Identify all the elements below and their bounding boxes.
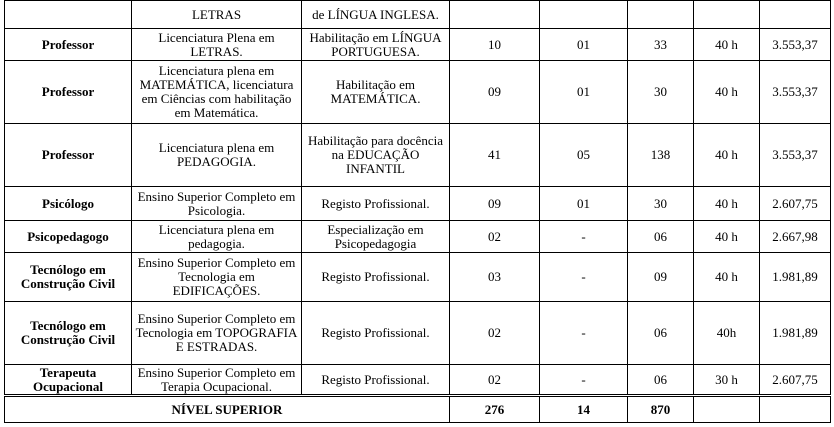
- salario-cell: 2.607,75: [760, 365, 831, 396]
- table-row: [5, 29, 831, 61]
- salario-cell: 1.981,89: [760, 302, 831, 365]
- cargo-cell: Tecnólogo em Construção Civil: [5, 302, 132, 365]
- table-row: [5, 124, 831, 187]
- total-vagas: 276: [450, 396, 540, 423]
- pne-cell: -: [540, 221, 628, 253]
- habilitacao-cell: Especialização em Psicopedagogia: [302, 221, 450, 253]
- vagas-cell: 02: [450, 302, 540, 365]
- vagas-cell: [450, 1, 540, 29]
- total-row: [5, 396, 831, 423]
- formacao-cell: Ensino Superior Completo em Psicologia.: [132, 187, 302, 221]
- cadastro-cell: 33: [628, 29, 694, 61]
- vagas-cell: 02: [450, 365, 540, 396]
- table-row: [5, 187, 831, 221]
- pne-cell: [540, 1, 628, 29]
- pne-cell: -: [540, 302, 628, 365]
- cadastro-cell: 30: [628, 61, 694, 124]
- salario-cell: 3.553,37: [760, 124, 831, 187]
- carga-cell: 40h: [694, 302, 760, 365]
- carga-cell: 40 h: [694, 61, 760, 124]
- carga-cell: 40 h: [694, 187, 760, 221]
- salario-cell: [760, 1, 831, 29]
- carga-cell: 40 h: [694, 124, 760, 187]
- salario-cell: 3.553,37: [760, 29, 831, 61]
- formacao-cell: LETRAS: [132, 1, 302, 29]
- total-carga: [694, 396, 760, 423]
- vagas-cell: 09: [450, 61, 540, 124]
- cargo-cell: Tecnólogo em Construção Civil: [5, 253, 132, 302]
- pne-cell: 01: [540, 61, 628, 124]
- formacao-cell: Licenciatura plena em pedagogia.: [132, 221, 302, 253]
- pne-cell: 01: [540, 29, 628, 61]
- cargo-cell: Professor: [5, 29, 132, 61]
- table-row: [5, 365, 831, 396]
- cadastro-cell: 138: [628, 124, 694, 187]
- table-row: [5, 1, 831, 29]
- table-row: [5, 253, 831, 302]
- total-pne: 14: [540, 396, 628, 423]
- table-row: [5, 302, 831, 365]
- habilitacao-cell: de LÍNGUA INGLESA.: [302, 1, 450, 29]
- habilitacao-cell: Registo Profissional.: [302, 302, 450, 365]
- habilitacao-cell: Registo Profissional.: [302, 253, 450, 302]
- carga-cell: 40 h: [694, 221, 760, 253]
- cadastro-cell: 30: [628, 187, 694, 221]
- table-row: [5, 61, 831, 124]
- formacao-cell: Ensino Superior Completo em Tecnologia em TOPOGRAFIA E ESTRADAS.: [132, 302, 302, 365]
- pne-cell: 05: [540, 124, 628, 187]
- formacao-cell: Licenciatura Plena em LETRAS.: [132, 29, 302, 61]
- carga-cell: 40 h: [694, 29, 760, 61]
- vagas-cell: 41: [450, 124, 540, 187]
- cadastro-cell: [628, 1, 694, 29]
- carga-cell: [694, 1, 760, 29]
- cadastro-cell: 09: [628, 253, 694, 302]
- cargo-cell: Professor: [5, 61, 132, 124]
- carga-cell: 30 h: [694, 365, 760, 396]
- vagas-cell: 02: [450, 221, 540, 253]
- carga-cell: 40 h: [694, 253, 760, 302]
- cargo-cell: Psicopedagogo: [5, 221, 132, 253]
- salario-cell: 2.667,98: [760, 221, 831, 253]
- formacao-cell: Ensino Superior Completo em Terapia Ocupacional.: [132, 365, 302, 396]
- habilitacao-cell: Habilitação para docência na EDUCAÇÃO INFANTIL: [302, 124, 450, 187]
- habilitacao-cell: Habilitação em MATEMÁTICA.: [302, 61, 450, 124]
- cadastro-cell: 06: [628, 221, 694, 253]
- positions-table: [4, 0, 831, 423]
- vagas-cell: 10: [450, 29, 540, 61]
- pne-cell: -: [540, 253, 628, 302]
- salario-cell: 1.981,89: [760, 253, 831, 302]
- habilitacao-cell: Registo Profissional.: [302, 187, 450, 221]
- habilitacao-cell: Registo Profissional.: [302, 365, 450, 396]
- table-row: [5, 221, 831, 253]
- formacao-cell: Licenciatura plena em PEDAGOGIA.: [132, 124, 302, 187]
- vagas-cell: 09: [450, 187, 540, 221]
- cadastro-cell: 06: [628, 365, 694, 396]
- total-salario: [760, 396, 831, 423]
- cargo-cell: [5, 1, 132, 29]
- pne-cell: 01: [540, 187, 628, 221]
- vagas-cell: 03: [450, 253, 540, 302]
- salario-cell: 3.553,37: [760, 61, 831, 124]
- pne-cell: -: [540, 365, 628, 396]
- formacao-cell: Licenciatura plena em MATEMÁTICA, licenciatura em Ciências com habilitação em Matemática.: [132, 61, 302, 124]
- formacao-cell: Ensino Superior Completo em Tecnologia em EDIFICAÇÕES.: [132, 253, 302, 302]
- cargo-cell: Terapeuta Ocupacional: [5, 365, 132, 396]
- salario-cell: 2.607,75: [760, 187, 831, 221]
- cadastro-cell: 06: [628, 302, 694, 365]
- cargo-cell: Psicólogo: [5, 187, 132, 221]
- total-label: NÍVEL SUPERIOR: [5, 396, 450, 423]
- habilitacao-cell: Habilitação em LÍNGUA PORTUGUESA.: [302, 29, 450, 61]
- cargo-cell: Professor: [5, 124, 132, 187]
- total-cadastro: 870: [628, 396, 694, 423]
